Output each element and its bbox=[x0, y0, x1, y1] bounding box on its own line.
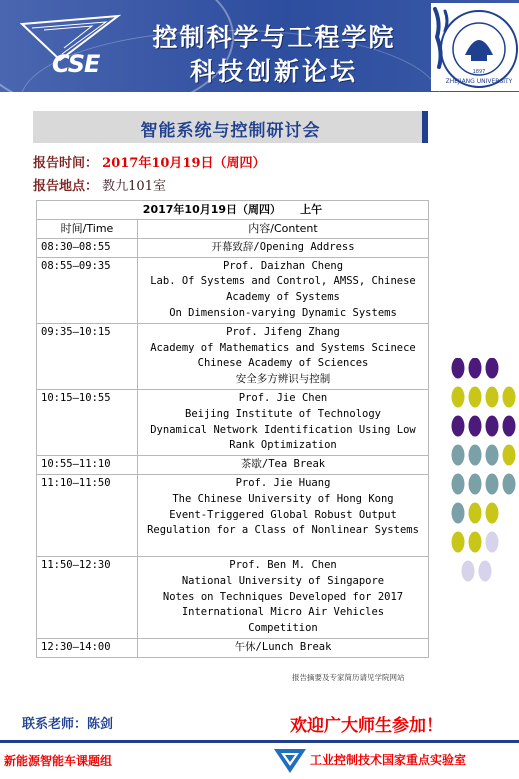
decorative-dot bbox=[486, 503, 499, 524]
report-place-value: 教九101室 bbox=[102, 179, 166, 194]
table-row bbox=[37, 323, 429, 389]
session-content bbox=[138, 389, 429, 455]
lab-logo-icon bbox=[272, 745, 308, 775]
decorative-dot bbox=[479, 561, 492, 582]
table-row bbox=[37, 257, 429, 323]
session-content-line: Prof. Jie Huang bbox=[235, 476, 331, 489]
session-content bbox=[138, 323, 429, 389]
seminar-title: 智能系统与控制研讨会 bbox=[140, 121, 321, 141]
decorative-dot bbox=[486, 416, 499, 437]
seminar-title-bar bbox=[33, 111, 428, 143]
decorative-dot bbox=[452, 445, 465, 466]
session-content-line: Academy of Mathematics and Systems Scinece bbox=[150, 341, 416, 354]
table-row bbox=[37, 238, 429, 257]
session-time: 08:55—09:35 bbox=[37, 257, 138, 323]
decorative-dot bbox=[486, 532, 499, 553]
session-content bbox=[138, 556, 429, 638]
session-time: 08:30—08:55 bbox=[37, 238, 138, 257]
decorative-dot bbox=[452, 358, 465, 379]
decorative-dot bbox=[462, 561, 475, 582]
session-content-line: 安全多方辨识与控制 bbox=[235, 373, 331, 386]
table-row bbox=[37, 474, 429, 556]
table-row bbox=[37, 389, 429, 455]
schedule-header-row bbox=[37, 220, 429, 239]
report-time-label: 报告时间： bbox=[33, 156, 99, 171]
session-content-line: International Micro Air Vehicles bbox=[181, 606, 385, 619]
decorative-dot bbox=[503, 474, 516, 495]
decorative-dot bbox=[469, 358, 482, 379]
table-row bbox=[37, 638, 429, 657]
session-content-line: Chinese Academy of Sciences bbox=[197, 357, 369, 370]
session-content-line bbox=[142, 539, 424, 555]
session-content bbox=[138, 257, 429, 323]
decorative-dot bbox=[469, 532, 482, 553]
session-content-line: 开幕致辞/Opening Address bbox=[211, 240, 355, 253]
session-time: 11:10—11:50 bbox=[37, 474, 138, 556]
welcome-message: 欢迎广大师生参加！ bbox=[290, 716, 443, 736]
decorative-dot bbox=[452, 416, 465, 437]
session-content-line: On Dimension-varying Dynamic Systems bbox=[169, 306, 397, 319]
cse-logo-text: CSE bbox=[52, 50, 100, 78]
report-time-value: 2017年10月19日（周四） bbox=[102, 156, 266, 171]
column-header-time: 时间/Time bbox=[37, 220, 138, 239]
footnote: 报告摘要及专家简历请见学院网站 bbox=[292, 673, 405, 682]
decorative-dot bbox=[503, 387, 516, 408]
decorative-dots bbox=[450, 358, 519, 598]
seal-bottom-text: ZHEJIANG UNIVERSITY bbox=[445, 78, 513, 85]
decorative-dot bbox=[486, 474, 499, 495]
forum-title: 科技创新论坛 bbox=[189, 57, 358, 86]
session-content-line: National University of Singapore bbox=[181, 574, 385, 587]
schedule-table bbox=[36, 200, 429, 658]
report-place-label: 报告地点： bbox=[33, 179, 99, 194]
session-content-line: Prof. Jifeng Zhang bbox=[226, 325, 340, 338]
session-content bbox=[138, 456, 429, 475]
decorative-dot bbox=[486, 358, 499, 379]
session-content-line: The Chinese University of Hong Kong bbox=[172, 492, 394, 505]
decorative-dot bbox=[503, 445, 516, 466]
decorative-dot bbox=[486, 445, 499, 466]
session-time: 10:55—11:10 bbox=[37, 456, 138, 475]
session-time: 11:50—12:30 bbox=[37, 556, 138, 638]
report-time bbox=[33, 152, 266, 171]
decorative-dot bbox=[452, 474, 465, 495]
decorative-dot bbox=[503, 416, 516, 437]
school-title: 控制科学与工程学院 bbox=[152, 23, 396, 52]
session-content-line: Event-Triggered Global Robust Output bbox=[169, 508, 397, 521]
contact-teacher: 联系老师：陈剑 bbox=[22, 717, 114, 732]
decorative-dot bbox=[469, 445, 482, 466]
session-content-line: Prof. Ben M. Chen bbox=[229, 558, 337, 571]
decorative-dot bbox=[486, 387, 499, 408]
zhejiang-university-seal-icon bbox=[431, 3, 519, 91]
session-content-line: Beijing Institute of Technology bbox=[185, 407, 381, 420]
decorative-dot bbox=[452, 387, 465, 408]
session-content-line: Regulation for a Class of Nonlinear Systems bbox=[147, 524, 419, 537]
footer-divider bbox=[0, 740, 519, 743]
footer-research-group: 新能源智能车课题组 bbox=[4, 754, 113, 768]
session-content-line: Dynamical Network Identification Using Low bbox=[150, 423, 416, 436]
header-banner bbox=[0, 0, 519, 92]
column-header-content: 内容/Content bbox=[138, 220, 429, 239]
session-time: 12:30—14:00 bbox=[37, 638, 138, 657]
footer-state-lab: 工业控制技术国家重点实验室 bbox=[310, 753, 467, 767]
decorative-dot bbox=[452, 503, 465, 524]
session-content-line: Lab. Of Systems and Control, AMSS, Chinese bbox=[150, 275, 416, 288]
session-content bbox=[138, 638, 429, 657]
report-place bbox=[33, 175, 166, 194]
session-time: 10:15—10:55 bbox=[37, 389, 138, 455]
session-content-line: 午休/Lunch Break bbox=[234, 640, 332, 653]
session-content-line: Prof. Jie Chen bbox=[238, 391, 328, 404]
session-content-line: Rank Optimization bbox=[229, 439, 337, 452]
schedule-date-header: 2017年10月19日（周四） 上午 bbox=[37, 201, 429, 220]
decorative-dot bbox=[469, 503, 482, 524]
title-bar-accent bbox=[422, 111, 428, 143]
seal-year: 1897 bbox=[472, 69, 486, 75]
session-content bbox=[138, 474, 429, 556]
decorative-dot bbox=[469, 416, 482, 437]
decorative-dot bbox=[469, 387, 482, 408]
session-content-line: Academy of Systems bbox=[226, 291, 340, 304]
session-content bbox=[138, 238, 429, 257]
session-content-line: Competition bbox=[248, 622, 318, 635]
decorative-dot bbox=[469, 474, 482, 495]
session-time: 09:35—10:15 bbox=[37, 323, 138, 389]
table-row bbox=[37, 556, 429, 638]
session-content-line: Notes on Techniques Developed for 2017 bbox=[162, 590, 404, 603]
schedule-date-row bbox=[37, 201, 429, 220]
session-content-line: Prof. Daizhan Cheng bbox=[222, 259, 344, 272]
session-content-line: 茶歇/Tea Break bbox=[240, 458, 326, 471]
decorative-dot bbox=[452, 532, 465, 553]
table-row bbox=[37, 456, 429, 475]
